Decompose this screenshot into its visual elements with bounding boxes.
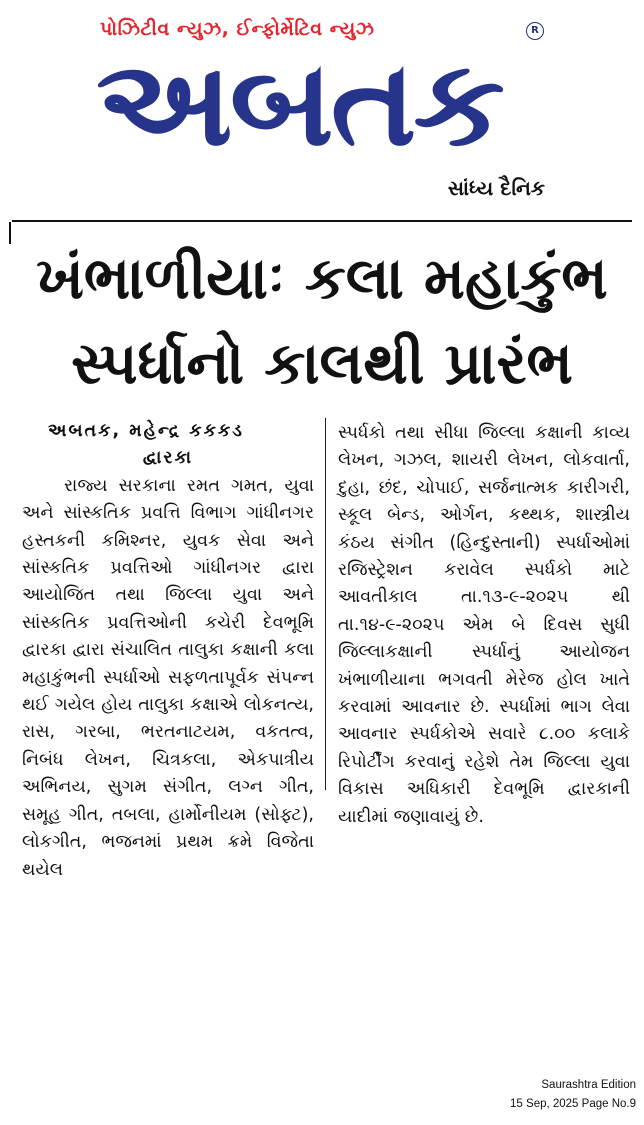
masthead-divider bbox=[12, 220, 632, 222]
headline-line-1: ખંભાળીયાઃ કલા મહાકુંભ bbox=[36, 244, 608, 312]
page-footer bbox=[510, 1076, 636, 1114]
footer-date-page: 15 Sep, 2025 Page No.9 bbox=[510, 1098, 636, 1110]
article-body-right: સ્પર્ધકો તથા સીધા જિલ્લા કક્ષાની કાવ્ય લેખન, ગઝલ, શાયરી લેખન, લોકવાર્તા, દુહા, છંદ, ચોપાઈ, સર્જનાત્મક કારીગરી, સ્કૂલ બેન્ડ, ઓર્ગન, કથ્થક, શાસ્ત્રીય કંઠય સંગીત (હિન્દુસ્તાની) સ્પર્ધાઓમાં રજિસ્ટ્રેશન કરાવેલ સ્પર્ધકો માટે આવતીકાલ તા.૧૩-૯-૨૦૨૫ થી તા.૧૪-૯-૨૦૨૫ એમ બે દિવસ સુધી જિલ્લાકક્ષાની સ્પર્ધાનું આયોજન ખંભાળીયાના ભગવતી મેરેજ હોલ ખાતે કરવામાં આવનાર છે. સ્પર્ધામાં ભાગ લેવા આવનાર સ્પર્ધકોએ સવારે ૮.૦૦ કલાકે રિપોર્ટીંગ કરવાનું રહેશે તેમ જિલ્લા યુવા વિકાસ અધિકારી દેવભૂમિ દ્વારકાની યાદીમાં જણાવાયું છે. bbox=[338, 423, 630, 827]
masthead bbox=[0, 0, 644, 215]
registered-mark-icon: R bbox=[526, 22, 544, 40]
newspaper-logo: અબતક bbox=[96, 34, 502, 172]
divider-tick bbox=[9, 222, 11, 244]
footer-edition: Saurashtra Edition bbox=[541, 1079, 636, 1091]
article-headline bbox=[12, 236, 632, 406]
article-column-right bbox=[338, 420, 630, 831]
article-dateline: દ્વારકા bbox=[142, 448, 194, 469]
edition-type-label: સાંધ્ય દૈનિક bbox=[447, 176, 545, 200]
masthead-tagline: પોઝિટીવ ન્યુઝ, ઈન્ફોર્મેટિવ ન્યુઝ bbox=[100, 18, 375, 40]
headline-line-2: સ્પર્ધાનો કાલથી પ્રારંભ bbox=[71, 329, 573, 397]
column-divider bbox=[325, 418, 326, 790]
article-column-left bbox=[22, 418, 314, 884]
article-byline: અબતક, મહેન્દ્ર કકકડ bbox=[48, 421, 244, 441]
article-body-left: રાજ્ય સરકાના રમત ગમત, યુવા અને સાંસ્કતિક પ્રવત્તિ વિભાગ ગાંધીનગર હસ્તકની કમિશ્નર, યુવક સેવા અને સાંસ્કતિક પ્રવત્તિઓ ગાંધીનગર દ્વારા આયોજિત તથા જિલ્લા યુવા અને સાંસ્કતિક પ્રવત્તિઓની કચેરી દેવભૂમિ દ્વારકા દ્વારા સંચાલિત તાલુકા કક્ષાની કલા મહાકુંભની સ્પર્ધાઓ સફળતાપૂર્વક સંપન્ન થઈ ગયેલ હોય તાલુકા કક્ષાએ લોકનત્ય, રાસ, ગરબા, ભરતનાટયમ, વકતત્વ, નિબંધ લેખન, ચિત્રકલા, એકપાત્રીય અભિનય, સુગમ સંગીત, લગ્ન ગીત, સમૂહ ગીત, તબલા, હાર્મોનીયમ (સોફ્ટ), લોકગીત, ભજનમાં પ્રથમ ક્રમે વિજેતા થયેલ bbox=[22, 475, 314, 880]
